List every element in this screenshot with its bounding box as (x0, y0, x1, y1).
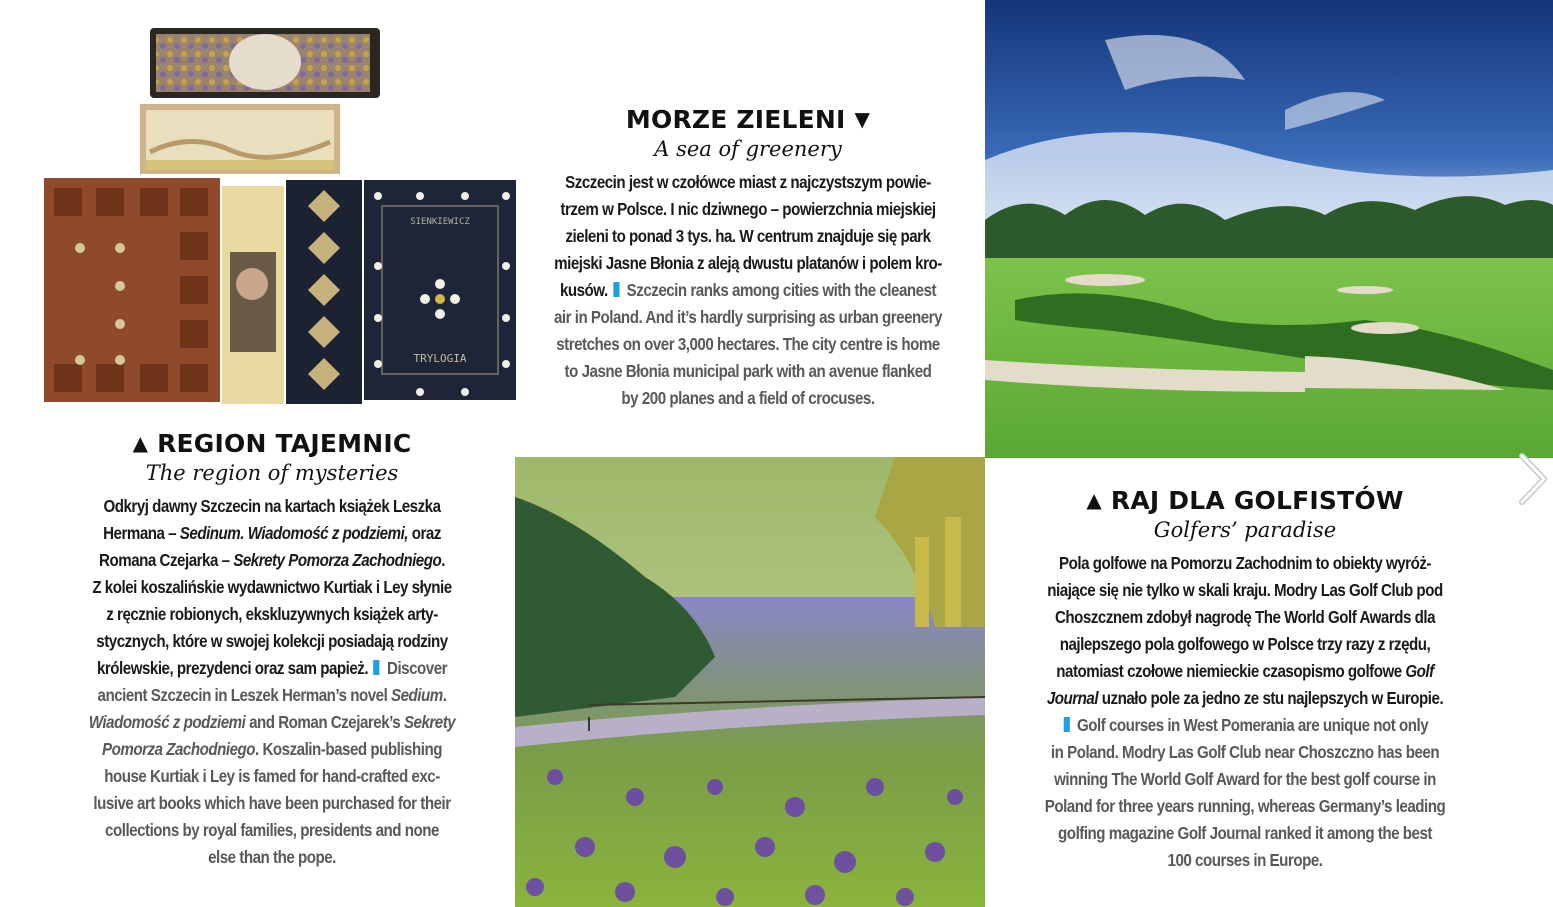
text-line: Pola golfowe na Pomorzu Zachodnim to obiekty wyróż- (1059, 553, 1431, 573)
next-page-button[interactable] (1516, 453, 1550, 505)
books-illustration (40, 22, 518, 406)
cover-title: TRYLOGIA (413, 352, 467, 365)
chevron-right-icon (1516, 453, 1550, 505)
section-body (52, 493, 492, 871)
english-marker-icon (374, 660, 380, 675)
text-line: winning The World Golf Award for the best golf course in (1054, 769, 1436, 789)
text-fragment: Szczecin ranks among cities with the cleanest (626, 280, 937, 300)
text-line: to Jasne Błonia municipal park with an avenue flanked (564, 361, 932, 381)
heading-text: MORZE ZIELENI (625, 105, 846, 134)
text-fragment: . (442, 685, 447, 705)
book-title: Pomorza Zachodniego (102, 739, 256, 759)
section-morze-zieleni (530, 104, 966, 412)
text-line: miejski Jasne Błonia z aleją dwustu platanów i polem kro- (554, 253, 942, 273)
triangle-up-icon: ▲ (1086, 488, 1102, 512)
text-line: niające się nie tylko w skali kraju. Modry Las Golf Club pod (1047, 580, 1443, 600)
golf-course-illustration (985, 0, 1553, 458)
text-fragment: and Roman Czejarek’s (245, 712, 404, 732)
book-title: Sekrety Pomorza Zachodniego (233, 550, 442, 570)
text-line: golfing magazine Golf Journal ranked it among the best (1058, 823, 1432, 843)
text-line (1020, 685, 1471, 712)
park-crocuses-illustration (515, 457, 985, 907)
section-subtitle: The region of mysteries (145, 461, 399, 485)
text-line: air in Poland. And it’s hardly surprising as urban greenery (553, 307, 943, 327)
text-fragment: uznało pole za jedno ze stu najlepszych w Europie. (1098, 688, 1444, 708)
english-marker-icon (613, 282, 619, 297)
text-line: lusive art books which have been purchased for their (93, 793, 451, 813)
text-fragment: . (441, 550, 445, 570)
text-line: by 200 planes and a field of crocuses. (621, 388, 875, 408)
text-fragment: kusów. (559, 280, 608, 300)
text-line: else than the pope. (208, 847, 336, 867)
text-line: Poland for three years running, whereas Germany’s leading (1044, 796, 1446, 816)
triangle-up-icon: ▲ (132, 431, 149, 455)
section-body (530, 169, 966, 412)
text-fragment: Golf courses in West Pomerania are unique not only (1076, 715, 1429, 735)
section-region-tajemnic (52, 428, 492, 871)
text-fragment: Hermana – (103, 523, 180, 543)
heading-text: REGION TAJEMNIC (157, 429, 412, 458)
section-heading (530, 104, 966, 135)
text-fragment: królewskie, prezydenci oraz sam papież. (96, 658, 369, 678)
text-line (52, 682, 492, 709)
text-fragment: natomiast czołowe niemieckie czasopismo golfowe (1056, 661, 1406, 681)
text-line: stretches on over 3,000 hectares. The city centre is home (556, 334, 940, 354)
section-subtitle: Golfers’ paradise (1153, 518, 1337, 542)
text-line (52, 709, 492, 736)
text-line: trzem w Polsce. I nic dziwnego – powierzchnia miejskiej (560, 199, 936, 219)
text-line (1020, 658, 1471, 685)
text-fragment: . Koszalin-based publishing (255, 739, 442, 759)
text-line: z ręcznie robionych, ekskluzywnych książek arty- (106, 604, 438, 624)
book-title: Sekrety (403, 712, 456, 732)
section-heading (52, 428, 492, 459)
heading-text: RAJ DLA GOLFISTÓW (1110, 486, 1404, 515)
text-line: stycznych, które w swojej kolekcji posiadają rodziny (96, 631, 448, 651)
text-line: Odkryj dawny Szczecin na kartach książek Leszka (103, 496, 441, 516)
book-title: Wiadomość z podziemi (88, 712, 246, 732)
text-line: zieleni to ponad 3 tys. ha. W centrum znajduje się park (565, 226, 931, 246)
text-fragment: Discover (387, 658, 448, 678)
text-line (52, 547, 492, 574)
text-line: Szczecin jest w czołówce miast z najczystszym powie- (565, 172, 931, 192)
park-crocuses-photo (515, 457, 985, 907)
triangle-down-icon: ▼ (854, 107, 871, 131)
section-raj-dla-golfistow (1020, 485, 1470, 874)
text-line: Choszcznem zdobył nagrodę The World Golf Awards dla (1054, 607, 1436, 627)
text-line (52, 520, 492, 547)
section-heading (1020, 485, 1470, 516)
text-line: collections by royal families, presidents and none (105, 820, 439, 840)
text-line: Z kolei koszalińskie wydawnictwo Kurtiak i Ley słynie (92, 577, 452, 597)
text-line: house Kurtiak i Ley is famed for hand-crafted exc- (104, 766, 440, 786)
text-line (52, 736, 492, 763)
text-line: 100 courses in Europe. (1167, 850, 1323, 870)
book-title: Sedinum. Wiadomość z podziemi, (179, 523, 409, 543)
magazine-title: Journal (1046, 688, 1099, 708)
text-fragment: ancient Szczecin in Leszek Herman’s novel (97, 685, 392, 705)
text-fragment: Romana Czejarka – (99, 550, 234, 570)
section-subtitle: A sea of greenery (654, 137, 842, 161)
text-line: najlepszego pola golfowego w Polsce trzy razy z rzędu, (1059, 634, 1431, 654)
text-line: in Poland. Modry Las Golf Club near Choszczno has been (1050, 742, 1440, 762)
books-photo (40, 22, 518, 406)
english-marker-icon (1064, 717, 1070, 732)
text-fragment: oraz (408, 523, 441, 543)
section-body (1020, 550, 1471, 874)
spine-title: SIENKIEWICZ (410, 217, 470, 227)
book-title: Sedium (391, 685, 443, 705)
golf-course-photo (985, 0, 1553, 458)
magazine-title: Golf (1405, 661, 1434, 681)
